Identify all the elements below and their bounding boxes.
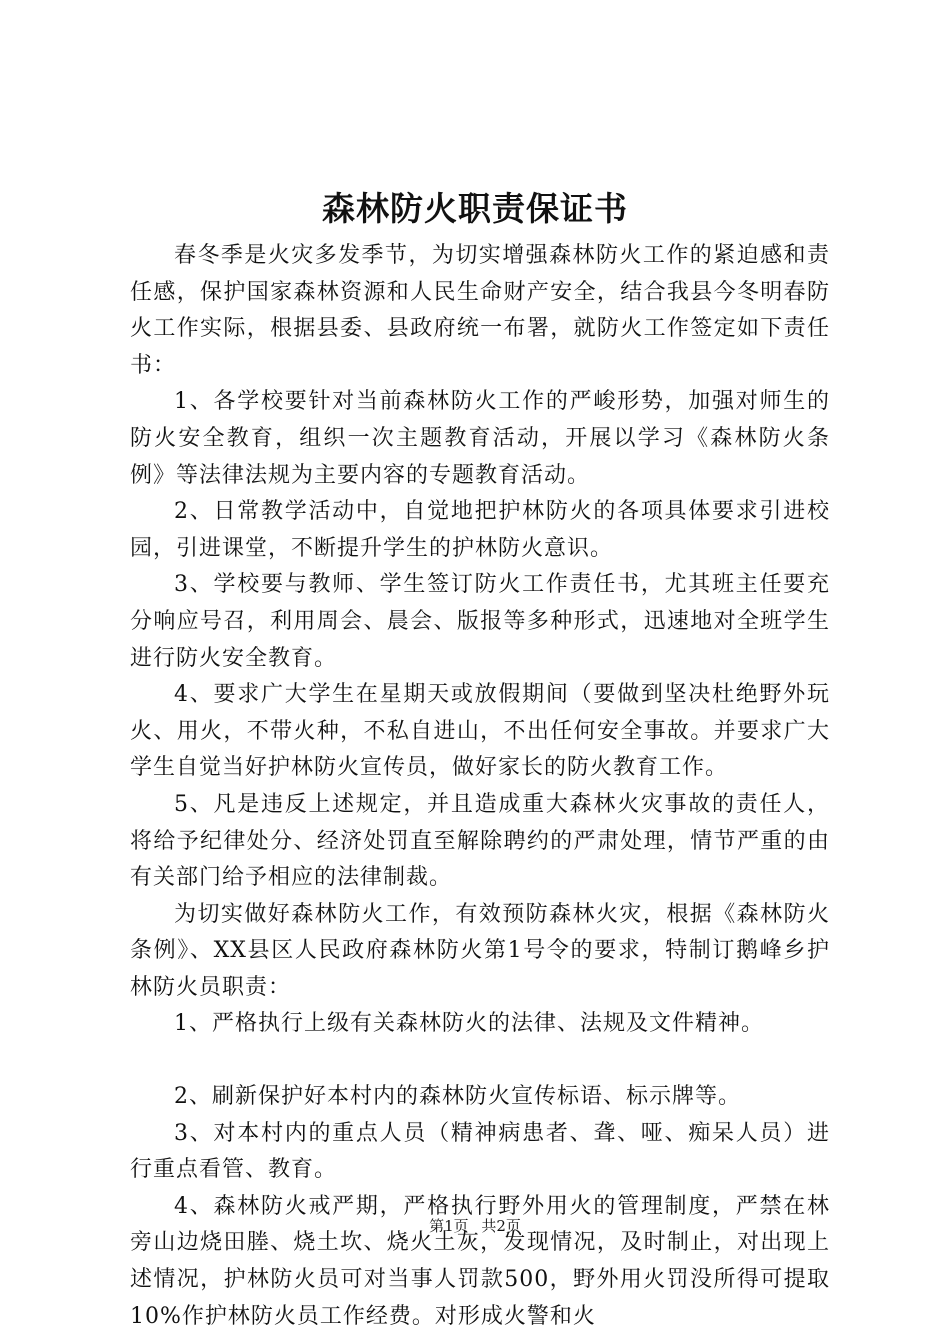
ranger-duty-1: 1、严格执行上级有关森林防火的法律、法规及文件精神。: [174, 1011, 764, 1037]
page-footer: [0, 1214, 950, 1238]
document-title: 森林防火职责保证书: [322, 189, 628, 228]
ranger-duty-4: 4、森林防火戒严期，严格执行野外用火的管理制度，严禁在林旁山边烧田塍、烧土坎、烧火土灰，发现情况，及时制止，对出现上述情况，护林防火员可对当事人罚款500，野外用火罚没所得可提取10%作护林防火员工作经费。对形成火警和火: [130, 1193, 830, 1329]
page-total: 共2页: [481, 1217, 521, 1235]
school-item-5: 5、凡是违反上述规定，并且造成重大森林火灾事故的责任人，将给予纪律处分、经济处罚直至解除聘约的严肃处理，情节严重的由有关部门给予相应的法律制裁。: [130, 791, 830, 891]
document-body: [130, 238, 830, 1335]
school-item-1: 1、各学校要针对当前森林防火工作的严峻形势，加强对师生的防火安全教育，组织一次主题教育活动，开展以学习《森林防火条例》等法律法规为主要内容的专题教育活动。: [130, 389, 830, 488]
school-item-4: 4、要求广大学生在星期天或放假期间（要做到坚决杜绝野外玩火、用火，不带火种，不私自进山，不出任何安全事故。并要求广大学生自觉当好护林防火宣传员，做好家长的防火教育工作。: [130, 682, 830, 781]
ranger-intro-paragraph: 为切实做好森林防火工作，有效预防森林火灾，根据《森林防火条例》、XX县区人民政府森林防火第1号令的要求，特制订鹅峰乡护林防火员职责：: [130, 901, 830, 1000]
intro-paragraph: 春冬季是火灾多发季节，为切实增强森林防火工作的紧迫感和责任感，保护国家森林资源和人民生命财产安全，结合我县今冬明春防火工作实际，根据县委、县政府统一布署，就防火工作签定如下责任书：: [130, 243, 830, 378]
ranger-duty-2: 2、刷新保护好本村内的森林防火宣传标语、标示牌等。: [174, 1084, 741, 1110]
school-item-2: 2、日常教学活动中，自觉地把护林防火的各项具体要求引进校园，引进课堂，不断提升学生的护林防火意识。: [130, 499, 830, 561]
school-item-3: 3、学校要与教师、学生签订防火工作责任书，尤其班主任要充分响应号召，利用周会、晨会、版报等多种形式，迅速地对全班学生进行防火安全教育。: [130, 572, 830, 671]
ranger-duty-3: 3、对本村内的重点人员（精神病患者、聋、哑、痴呆人员）进行重点看管、教育。: [130, 1120, 830, 1183]
page-number: 第1页: [429, 1217, 469, 1235]
